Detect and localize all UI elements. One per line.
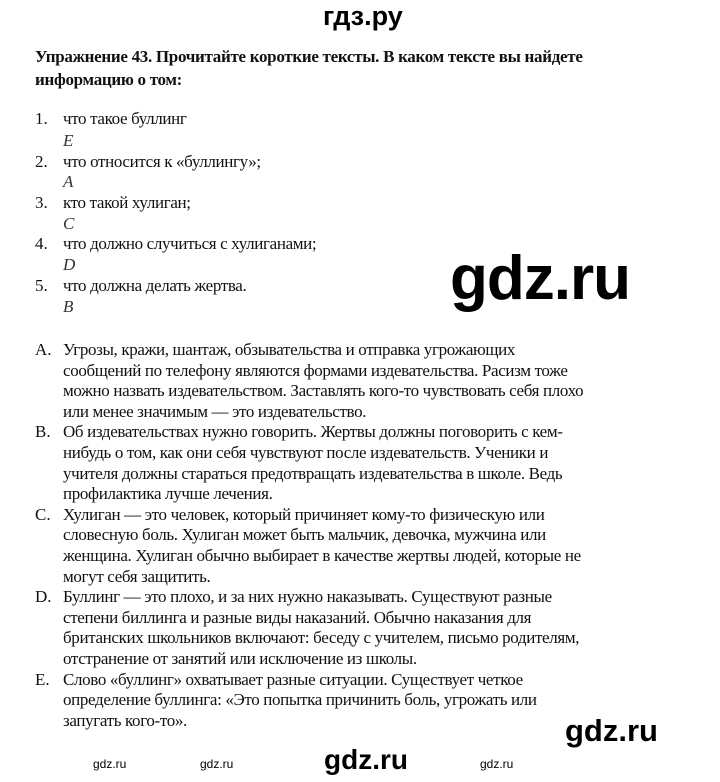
question-answer: B [63, 297, 74, 316]
question-number: 1. [35, 109, 48, 128]
text-letter: B. [35, 422, 51, 442]
question-number: 2. [35, 152, 48, 171]
text-line: степени биллинга и разные виды наказаний. Обычно наказания для [63, 607, 532, 627]
question-text: что относится к «буллингу»; [63, 152, 261, 171]
question-text: кто такой хулиган; [63, 193, 191, 212]
text-line: Об издевательствах нужно говорить. Жертвы должны поговорить с кем- [63, 422, 563, 442]
text-line: британских школьников включают: беседу с учителем, письмо родителям, [63, 628, 580, 648]
watermark-bottom: gdz.ru [324, 744, 408, 775]
text-letter: A. [35, 340, 52, 359]
text-letter: D. [35, 587, 52, 607]
text-line: запугать кого-то». [63, 710, 187, 730]
question-answer: A [63, 172, 74, 191]
text-line: сообщений по телефону являются формами издевательства. Расизм тоже [63, 360, 568, 380]
watermark-small: gdz.ru [93, 757, 127, 771]
question-number: 4. [35, 234, 48, 253]
text-line: могут себя защитить. [63, 566, 211, 586]
text-line: можно назвать издевательством. Заставлять кого-то чувствовать себя плохо [63, 381, 584, 401]
text-line: профилактика лучше лечения. [63, 484, 273, 504]
text-line: Буллинг — это плохо, и за них нужно наказывать. Существуют разные [63, 587, 552, 607]
text-line: Слово «буллинг» охватывает разные ситуации. Существует четкое [63, 669, 523, 689]
question-number: 3. [35, 193, 48, 212]
text-line: отстранение от занятий или исключение из школы. [63, 649, 417, 668]
watermark-center: gdz.ru [450, 244, 630, 313]
text-line: или менее значимым — это издевательство. [63, 401, 367, 421]
text-line: нибудь о том, как они себя чувствуют после издевательств. Ученики и [63, 443, 549, 462]
watermark-small: gdz.ru [480, 757, 514, 771]
question-text: что должна делать жертва. [63, 276, 247, 295]
text-line: определение буллинга: «Это попытка причинить боль, угрожать или [63, 690, 537, 710]
text-line: Хулиган — это человек, который причиняет кому-то физическую или [63, 504, 545, 524]
question-number: 5. [35, 276, 48, 295]
watermark-right: gdz.ru [565, 713, 658, 748]
watermark-small: gdz.ru [200, 757, 234, 771]
text-line: женщина. Хулиган обычно выбирает в качестве жертвы людей, которые не [63, 546, 581, 565]
text-letter: E. [35, 669, 50, 689]
heading-line: информацию о том: [35, 70, 183, 89]
watermark-top: гдз.ру [323, 1, 403, 31]
text-letter: C. [35, 504, 51, 524]
heading-line: Упражнение 43. Прочитайте короткие тексты. В каком тексте вы найдете [35, 47, 583, 66]
question-answer: C [63, 214, 75, 233]
text-line: учителя должны стараться предотвращать издевательства в школе. Ведь [63, 463, 563, 483]
text-line: словесную боль. Хулиган может быть мальчик, девочка, мужчина или [63, 525, 546, 545]
question-text: что такое буллинг [63, 109, 187, 128]
text-line: Угрозы, кражи, шантаж, обзывательства и отправка угрожающих [63, 340, 516, 359]
question-answer: D [63, 255, 76, 274]
question-answer: E [63, 131, 74, 150]
question-text: что должно случиться с хулиганами; [63, 234, 317, 253]
